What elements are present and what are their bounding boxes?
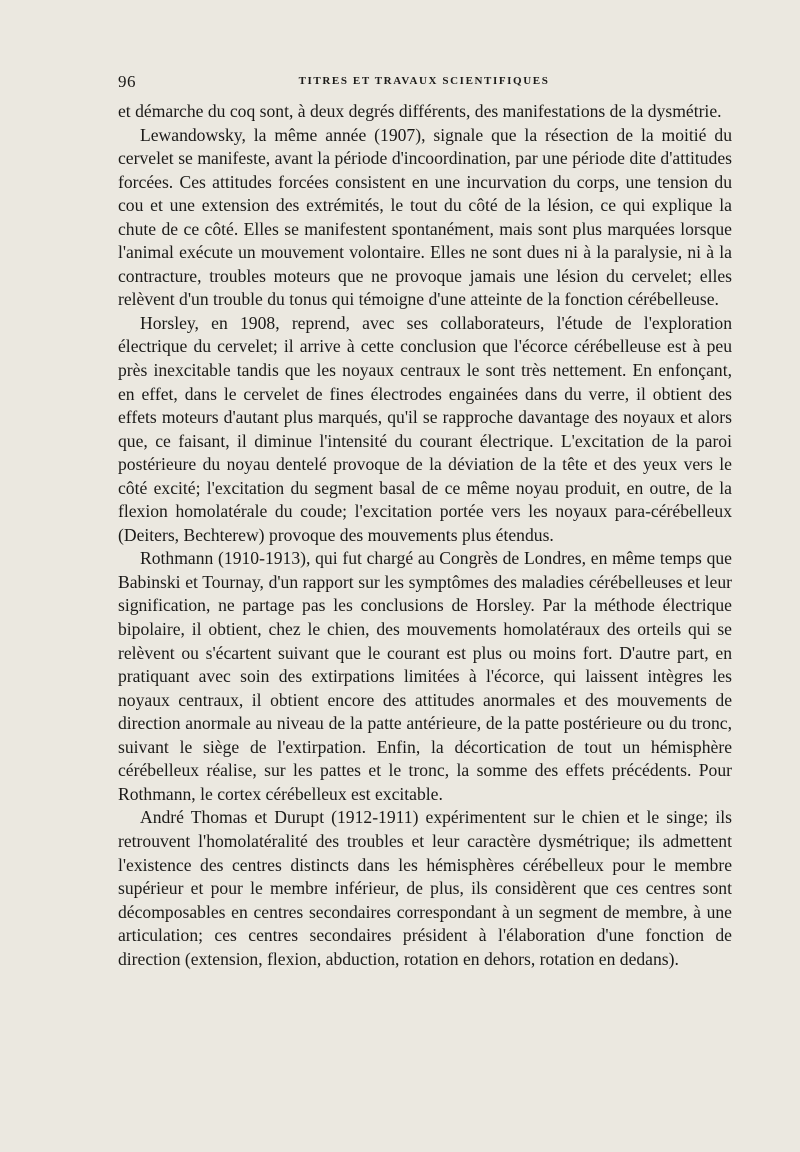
paragraph-thomas-durupt: André Thomas et Durupt (1912-1911) expérimentent sur le chien et le singe; ils retrouvent l'homolatéralité des troubles et leur caractère dysmétrique; ils admettent l'existence des centres distincts dans les hémisphères cérébelleux pour le membre supérieur et pour le membre inférieur, de plus, ils considèrent que ces centres sont décomposables en centres secondaires correspondant à un segment de membre, à une articulation; ces centres secondaires président à l'élaboration d'une fonction de direction (extension, flexion, abduction, rotation en dehors, rotation en dedans). bbox=[118, 807, 732, 969]
paragraph-rothmann: Rothmann (1910-1913), qui fut chargé au Congrès de Londres, en même temps que Babinski et Tournay, d'un rapport sur les symptômes des maladies cérébelleuses et leur signification, ne partage pas les conclusions de Horsley. Par la méthode électrique bipolaire, il obtient, chez le chien, des mouvements homolatéraux des orteils qui se relèvent ou s'écartent suivant que le courant est plus ou moins fort. D'autre part, en pratiquant avec soin des extirpations limitées à l'écorce, qui laissent intègres les noyaux centraux, il obtient encore des attitudes anormales et des mouvements de direction anormale au niveau de la patte antérieure, de la patte postérieure ou du tronc, suivant le siège de l'extirpation. Enfin, la décortication de tout un hémisphère cérébelleux réalise, sur les pattes et le tronc, la somme des effets précédents. Pour Rothmann, le cortex cérébelleux est excitable. bbox=[118, 548, 732, 804]
body-text bbox=[118, 100, 732, 971]
paragraph-horsley: Horsley, en 1908, reprend, avec ses collaborateurs, l'étude de l'exploration électrique du cervelet; il arrive à cette conclusion que l'écorce cérébelleuse est à peu près inexcitable tandis que les noyaux centraux le sont très nettement. En enfonçant, en effet, dans le cervelet de fines électrodes engainées dans du verre, il obtient des effets moteurs d'autant plus marqués, qu'il se rapproche davantage des noyaux et alors que, ce faisant, il diminue l'intensité du courant électrique. L'excitation de la paroi postérieure du noyau dentelé provoque de la déviation de la tête et des yeux vers le côté excité; l'excitation du segment basal de ce même noyau produit, en outre, de la flexion homolatérale du coude; l'excitation portée vers les noyaux para-cérébelleux (Deiters, Bechterew) provoque des mouvements plus étendus. bbox=[118, 312, 732, 545]
running-title: TITRES ET TRAVAUX SCIENTIFIQUES bbox=[298, 75, 550, 87]
paragraph-lewandowsky: Lewandowsky, la même année (1907), signale que la résection de la moitié du cervelet se manifeste, avant la période d'incoordination, par une période dite d'attitudes forcées. Ces attitudes forcées consistent en une incurvation du corps, une tension du cou et une extension des extrémités, le tout du côté de la lésion, ce qui explique la chute de ce côté. Elles se manifestent spontanément, mais sont plus marquées lorsque l'animal exécute un mouvement volontaire. Elles ne sont dues ni à la paralysie, ni à la contracture, troubles moteurs que ne provoque jamais une lésion du cervelet; elles relèvent d'un trouble du tonus qui témoigne d'une atteinte de la fonction cérébelleuse. bbox=[118, 124, 732, 310]
page-header bbox=[118, 72, 730, 96]
paragraph-continued: et démarche du coq sont, à deux degrés différents, des manifestations de la dysmétrie. bbox=[118, 101, 722, 121]
page-number: 96 bbox=[118, 72, 136, 91]
